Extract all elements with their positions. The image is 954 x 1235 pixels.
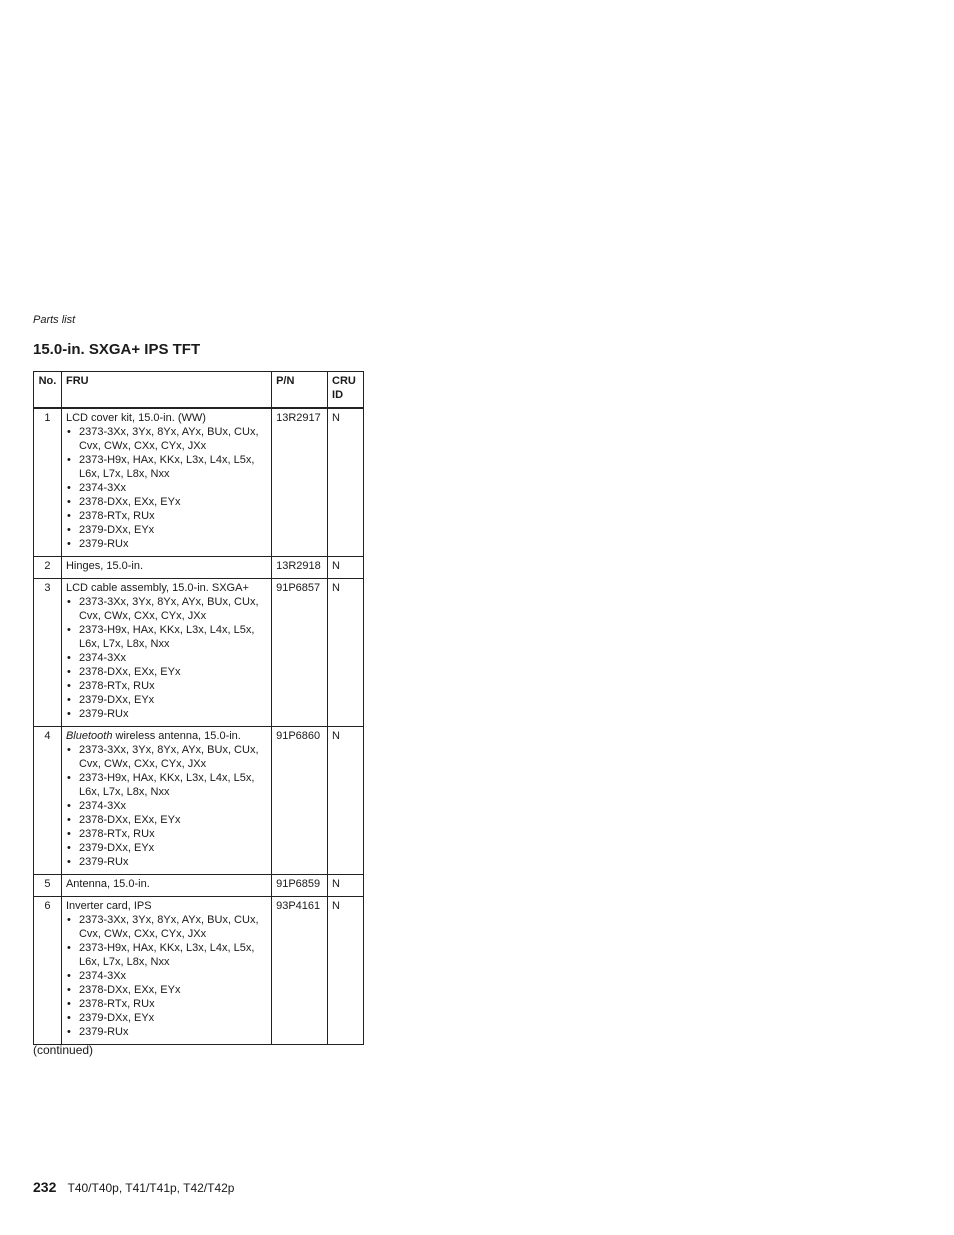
parts-table-body <box>34 408 364 1045</box>
cru-id: N <box>328 579 364 727</box>
model-list-item: • 2373-H9x, HAx, KKx, L3x, L4x, L5x, L6x, L7x, L8x, Nxx <box>66 771 267 799</box>
fru-description-text: LCD cover kit, 15.0-in. (WW) <box>65 412 206 424</box>
fru-description-text: LCD cable assembly, 15.0-in. SXGA+ <box>65 582 249 594</box>
table-row <box>34 557 364 579</box>
fru-cell <box>61 897 271 1045</box>
part-number: 91P6857 <box>272 579 328 727</box>
fru-description-text: Inverter card, IPS <box>65 900 152 912</box>
fru-description <box>66 877 267 891</box>
cru-id: N <box>328 727 364 875</box>
part-number: 93P4161 <box>272 897 328 1045</box>
model-list-item: • 2374-3Xx <box>66 651 267 665</box>
model-list-item: • 2378-DXx, EXx, EYx <box>66 495 267 509</box>
fru-cell <box>61 875 271 897</box>
cru-label: CRU <box>332 375 356 387</box>
table-row <box>34 897 364 1045</box>
table-row <box>34 579 364 727</box>
model-list-item: • 2379-RUx <box>66 537 267 551</box>
model-list <box>66 595 267 721</box>
column-header-fru: FRU <box>61 372 271 409</box>
column-header-cru-id <box>328 372 364 409</box>
parts-table-header <box>34 372 364 409</box>
row-number: 1 <box>34 408 62 557</box>
model-list-item: • 2378-RTx, RUx <box>66 679 267 693</box>
row-number: 2 <box>34 557 62 579</box>
model-list-item: • 2378-DXx, EXx, EYx <box>66 813 267 827</box>
cru-id: N <box>328 557 364 579</box>
part-number: 91P6859 <box>272 875 328 897</box>
model-list-item: • 2379-DXx, EYx <box>66 693 267 707</box>
model-list-item: • 2379-RUx <box>66 1025 267 1039</box>
model-list-item: • 2373-3Xx, 3Yx, 8Yx, AYx, BUx, CUx, Cvx, CWx, CXx, CYx, JXx <box>66 743 267 771</box>
table-row <box>34 408 364 557</box>
fru-description <box>66 899 267 913</box>
model-list <box>66 425 267 551</box>
model-list-item: • 2378-RTx, RUx <box>66 997 267 1011</box>
fru-description-italic: Bluetooth <box>65 730 113 742</box>
fru-description <box>66 559 267 573</box>
model-list-item: • 2373-3Xx, 3Yx, 8Yx, AYx, BUx, CUx, Cvx, CWx, CXx, CYx, JXx <box>66 913 267 941</box>
model-list-item: • 2378-DXx, EXx, EYx <box>66 665 267 679</box>
table-row <box>34 727 364 875</box>
model-list-item: • 2373-3Xx, 3Yx, 8Yx, AYx, BUx, CUx, Cvx, CWx, CXx, CYx, JXx <box>66 425 267 453</box>
model-list-item: • 2378-DXx, EXx, EYx <box>66 983 267 997</box>
cru-id: N <box>328 897 364 1045</box>
cru-id: N <box>328 875 364 897</box>
model-list-item: • 2379-RUx <box>66 707 267 721</box>
fru-description-text: wireless antenna, 15.0-in. <box>112 730 241 742</box>
column-header-no: No. <box>34 372 62 409</box>
part-number: 91P6860 <box>272 727 328 875</box>
cru-id: N <box>328 408 364 557</box>
part-number: 13R2918 <box>272 557 328 579</box>
fru-description <box>66 581 267 595</box>
row-number: 3 <box>34 579 62 727</box>
model-list-item: • 2373-3Xx, 3Yx, 8Yx, AYx, BUx, CUx, Cvx, CWx, CXx, CYx, JXx <box>66 595 267 623</box>
row-number: 5 <box>34 875 62 897</box>
parts-table <box>33 371 364 1045</box>
column-header-pn: P/N <box>272 372 328 409</box>
model-list-item: • 2378-RTx, RUx <box>66 827 267 841</box>
fru-description <box>66 729 267 743</box>
fru-description-text: Hinges, 15.0-in. <box>65 560 144 572</box>
fru-cell <box>61 579 271 727</box>
row-number: 6 <box>34 897 62 1045</box>
model-list-item: • 2373-H9x, HAx, KKx, L3x, L4x, L5x, L6x, L7x, L8x, Nxx <box>66 623 267 651</box>
row-number: 4 <box>34 727 62 875</box>
header-row <box>34 372 364 409</box>
model-list <box>66 743 267 869</box>
table-row <box>34 875 364 897</box>
model-list-item: • 2373-H9x, HAx, KKx, L3x, L4x, L5x, L6x, L7x, L8x, Nxx <box>66 941 267 969</box>
model-list-item: • 2379-DXx, EYx <box>66 841 267 855</box>
fru-description-text: Antenna, 15.0-in. <box>65 878 150 890</box>
page-footer <box>33 1179 234 1195</box>
model-list <box>66 913 267 1039</box>
id-label: ID <box>332 389 344 401</box>
page-number: 232 <box>33 1179 57 1195</box>
model-list-item: • 2378-RTx, RUx <box>66 509 267 523</box>
fru-cell <box>61 727 271 875</box>
model-list-item: • 2379-RUx <box>66 855 267 869</box>
continued-note: (continued) <box>33 1043 94 1057</box>
model-list-item: • 2374-3Xx <box>66 969 267 983</box>
book-title: T40/T40p, T41/T41p, T42/T42p <box>67 1181 235 1195</box>
model-list-item: • 2373-H9x, HAx, KKx, L3x, L4x, L5x, L6x, L7x, L8x, Nxx <box>66 453 267 481</box>
fru-cell <box>61 408 271 557</box>
model-list-item: • 2374-3Xx <box>66 799 267 813</box>
part-number: 13R2917 <box>272 408 328 557</box>
running-head: Parts list <box>33 314 76 326</box>
model-list-item: • 2379-DXx, EYx <box>66 1011 267 1025</box>
model-list-item: • 2379-DXx, EYx <box>66 523 267 537</box>
section-title: 15.0-in. SXGA+ IPS TFT <box>33 341 201 358</box>
model-list-item: • 2374-3Xx <box>66 481 267 495</box>
fru-cell <box>61 557 271 579</box>
fru-description <box>66 411 267 425</box>
